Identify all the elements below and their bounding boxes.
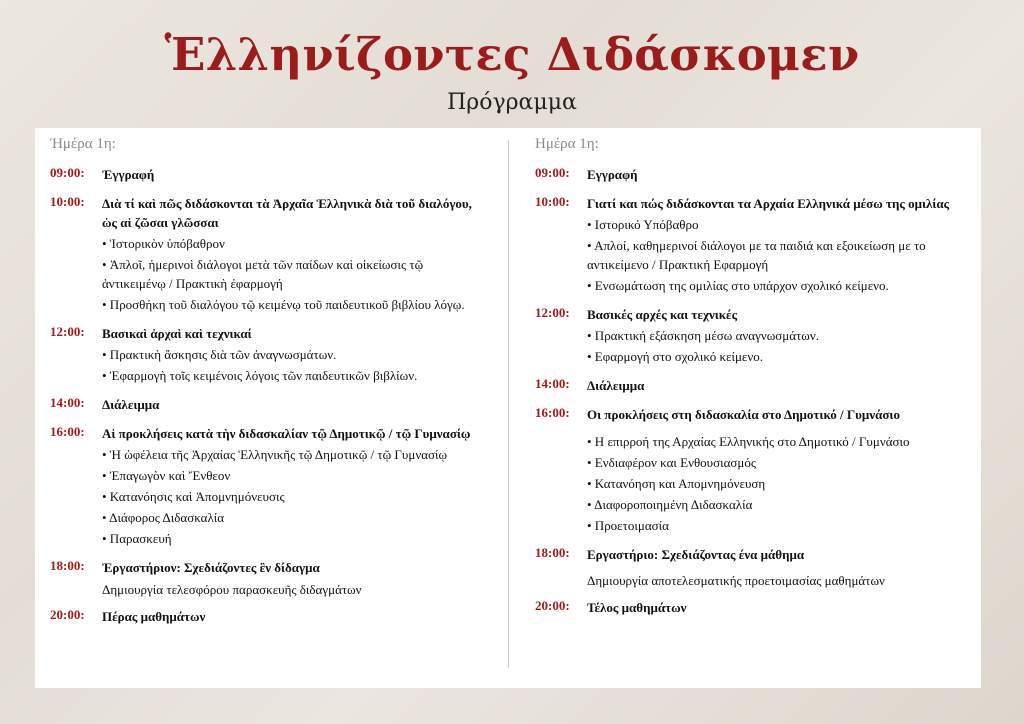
slot-item: • Εφαρμογή στο σχολικό κείμενο. bbox=[587, 349, 764, 364]
slot-time: 10:00: bbox=[50, 194, 85, 209]
slot-title: Γιατί και πώς διδάσκονται τα Αρχαία Ελληνικά μέσω της ομιλίας bbox=[587, 196, 950, 211]
slot-title: Ἐργαστήριον: Σχεδιάζοντες ἓν δίδαγμα bbox=[102, 560, 320, 575]
monotonic-column bbox=[535, 136, 975, 625]
slot-item: • Ἱστορικὸν ὑπόβαθρον bbox=[102, 236, 225, 251]
slot-title: Εργαστήριο: Σχεδιάζοντας ένα μάθημα bbox=[587, 547, 805, 562]
slot-time: 12:00: bbox=[50, 324, 85, 339]
slot-item: • Κατανόηση και Απομνημόνευση bbox=[587, 476, 766, 491]
slot-item: • Ενσωμάτωση της ομιλίας στο υπάρχον σχολικό κείμενο. bbox=[587, 278, 889, 293]
slot-time: 14:00: bbox=[50, 395, 85, 410]
slot-time: 10:00: bbox=[535, 194, 570, 209]
column-divider bbox=[508, 140, 509, 668]
slot-item: • Προετοιμασία bbox=[587, 518, 669, 533]
day-label: Ημέρα 1η: bbox=[535, 136, 599, 152]
schedule-slot bbox=[50, 607, 490, 626]
slot-title: Τέλος μαθημάτων bbox=[587, 600, 687, 615]
slot-note: Δημιουργία αποτελεσματικής προετοιμασίας μαθημάτων bbox=[587, 573, 885, 588]
slot-item: • Ενδιαφέρον και Ενθουσιασμός bbox=[587, 455, 757, 470]
slot-time: 20:00: bbox=[50, 607, 85, 622]
slot-time: 14:00: bbox=[535, 376, 570, 391]
page-subtitle: Πρόγραμμα bbox=[447, 90, 577, 115]
schedule-slot bbox=[535, 376, 975, 395]
slot-item: • Πρακτικὴ ἄσκησις διὰ τῶν ἀναγνωσμάτων. bbox=[102, 347, 337, 362]
slot-note: Δημιουργία τελεσφόρου παρασκευῆς διδαγμάτων bbox=[102, 582, 362, 597]
slot-time: 12:00: bbox=[535, 305, 570, 320]
schedule-slot bbox=[50, 194, 490, 314]
slot-item: • Πρακτική εξάσκηση μέσω αναγνωσμάτων. bbox=[587, 328, 819, 343]
slot-title: Πέρας μαθημάτων bbox=[102, 609, 206, 624]
slot-title: Βασικαὶ ἀρχαὶ καὶ τεχνικαί bbox=[102, 326, 252, 341]
slot-title: Οι προκλήσεις στη διδασκαλία στο Δημοτικό / Γυμνάσιο bbox=[587, 407, 900, 422]
slot-title: Διὰ τί καὶ πῶς διδάσκονται τὰ Ἀρχαῖα Ἑλληνικὰ διὰ τοῦ διαλόγου, ὡς αἱ ζῶσαι γλῶσσαι bbox=[102, 196, 472, 230]
page-title: Ἑλληνίζοντες Διδάσκομεν bbox=[164, 28, 860, 81]
slot-item: • Διαφοροποιημένη Διδασκαλία bbox=[587, 497, 753, 512]
slot-time: 20:00: bbox=[535, 598, 570, 613]
schedule-slot bbox=[535, 598, 975, 617]
schedule-slot bbox=[50, 424, 490, 548]
slot-item: • Ἡ ὠφέλεια τῆς Ἀρχαίας Ἑλληνικῆς τῷ Δημοτικῷ / τῷ Γυμνασίῳ bbox=[102, 447, 448, 462]
schedule-slot bbox=[535, 405, 975, 535]
slot-item: • Η επιρροή της Αρχαίας Ελληνικής στο Δημοτικό / Γυμνάσιο bbox=[587, 434, 910, 449]
program-card bbox=[35, 128, 981, 688]
schedule-slot bbox=[50, 395, 490, 414]
schedule-slot bbox=[535, 194, 975, 295]
schedule-slot bbox=[535, 545, 975, 590]
slot-item: • Ἁπλοῖ, ἡμερινοὶ διάλογοι μετὰ τῶν παίδων καὶ οἰκείωσις τῷ ἀντικειμένῳ / Πρακτικὴ ἐφαρμογή bbox=[102, 257, 424, 291]
slot-title: Διάλειμμα bbox=[587, 378, 645, 393]
slot-item: • Προσθήκη τοῦ διαλόγου τῷ κειμένῳ τοῦ παιδευτικοῦ βιβλίου λόγῳ. bbox=[102, 297, 465, 312]
slot-item: • Απλοί, καθημερινοί διάλογοι με τα παιδιά και εξοικείωση με το αντικείμενο / Πρακτική Εφαρμογή bbox=[587, 238, 926, 272]
slot-time: 18:00: bbox=[50, 558, 85, 573]
day-label: Ἡμέρα 1η: bbox=[50, 136, 116, 152]
slot-time: 16:00: bbox=[50, 424, 85, 439]
slot-title: Εγγραφή bbox=[587, 167, 638, 182]
slot-time: 09:00: bbox=[50, 165, 85, 180]
slot-item: • Κατανόησις καὶ Ἀπομνημόνευσις bbox=[102, 489, 285, 504]
slot-title: Βασικές αρχές και τεχνικές bbox=[587, 307, 738, 322]
slot-time: 16:00: bbox=[535, 405, 570, 420]
slot-time: 09:00: bbox=[535, 165, 570, 180]
schedule-slot bbox=[50, 324, 490, 385]
slot-item: • Παρασκευή bbox=[102, 531, 172, 546]
slot-title: Διάλειμμα bbox=[102, 397, 160, 412]
slot-item: • Διάφορος Διδασκαλία bbox=[102, 510, 225, 525]
slot-title: Ἐγγραφή bbox=[102, 167, 155, 182]
polytonic-column bbox=[50, 136, 490, 634]
slot-item: • Ἐφαρμογὴ τοῖς κειμένοις λόγοις τῶν παιδευτικῶν βιβλίων. bbox=[102, 368, 418, 383]
schedule-slot bbox=[50, 165, 490, 184]
slot-title: Αἱ προκλήσεις κατὰ τὴν διδασκαλίαν τῷ Δημοτικῷ / τῷ Γυμνασίῳ bbox=[102, 426, 471, 441]
schedule-slot bbox=[50, 558, 490, 599]
slot-item: • Ἐπαγωγὸν καὶ Ἔνθεον bbox=[102, 468, 231, 483]
schedule-slot bbox=[535, 165, 975, 184]
slot-time: 18:00: bbox=[535, 545, 570, 560]
schedule-slot bbox=[535, 305, 975, 366]
slot-item: • Ιστορικό Υπόβαθρο bbox=[587, 217, 699, 232]
